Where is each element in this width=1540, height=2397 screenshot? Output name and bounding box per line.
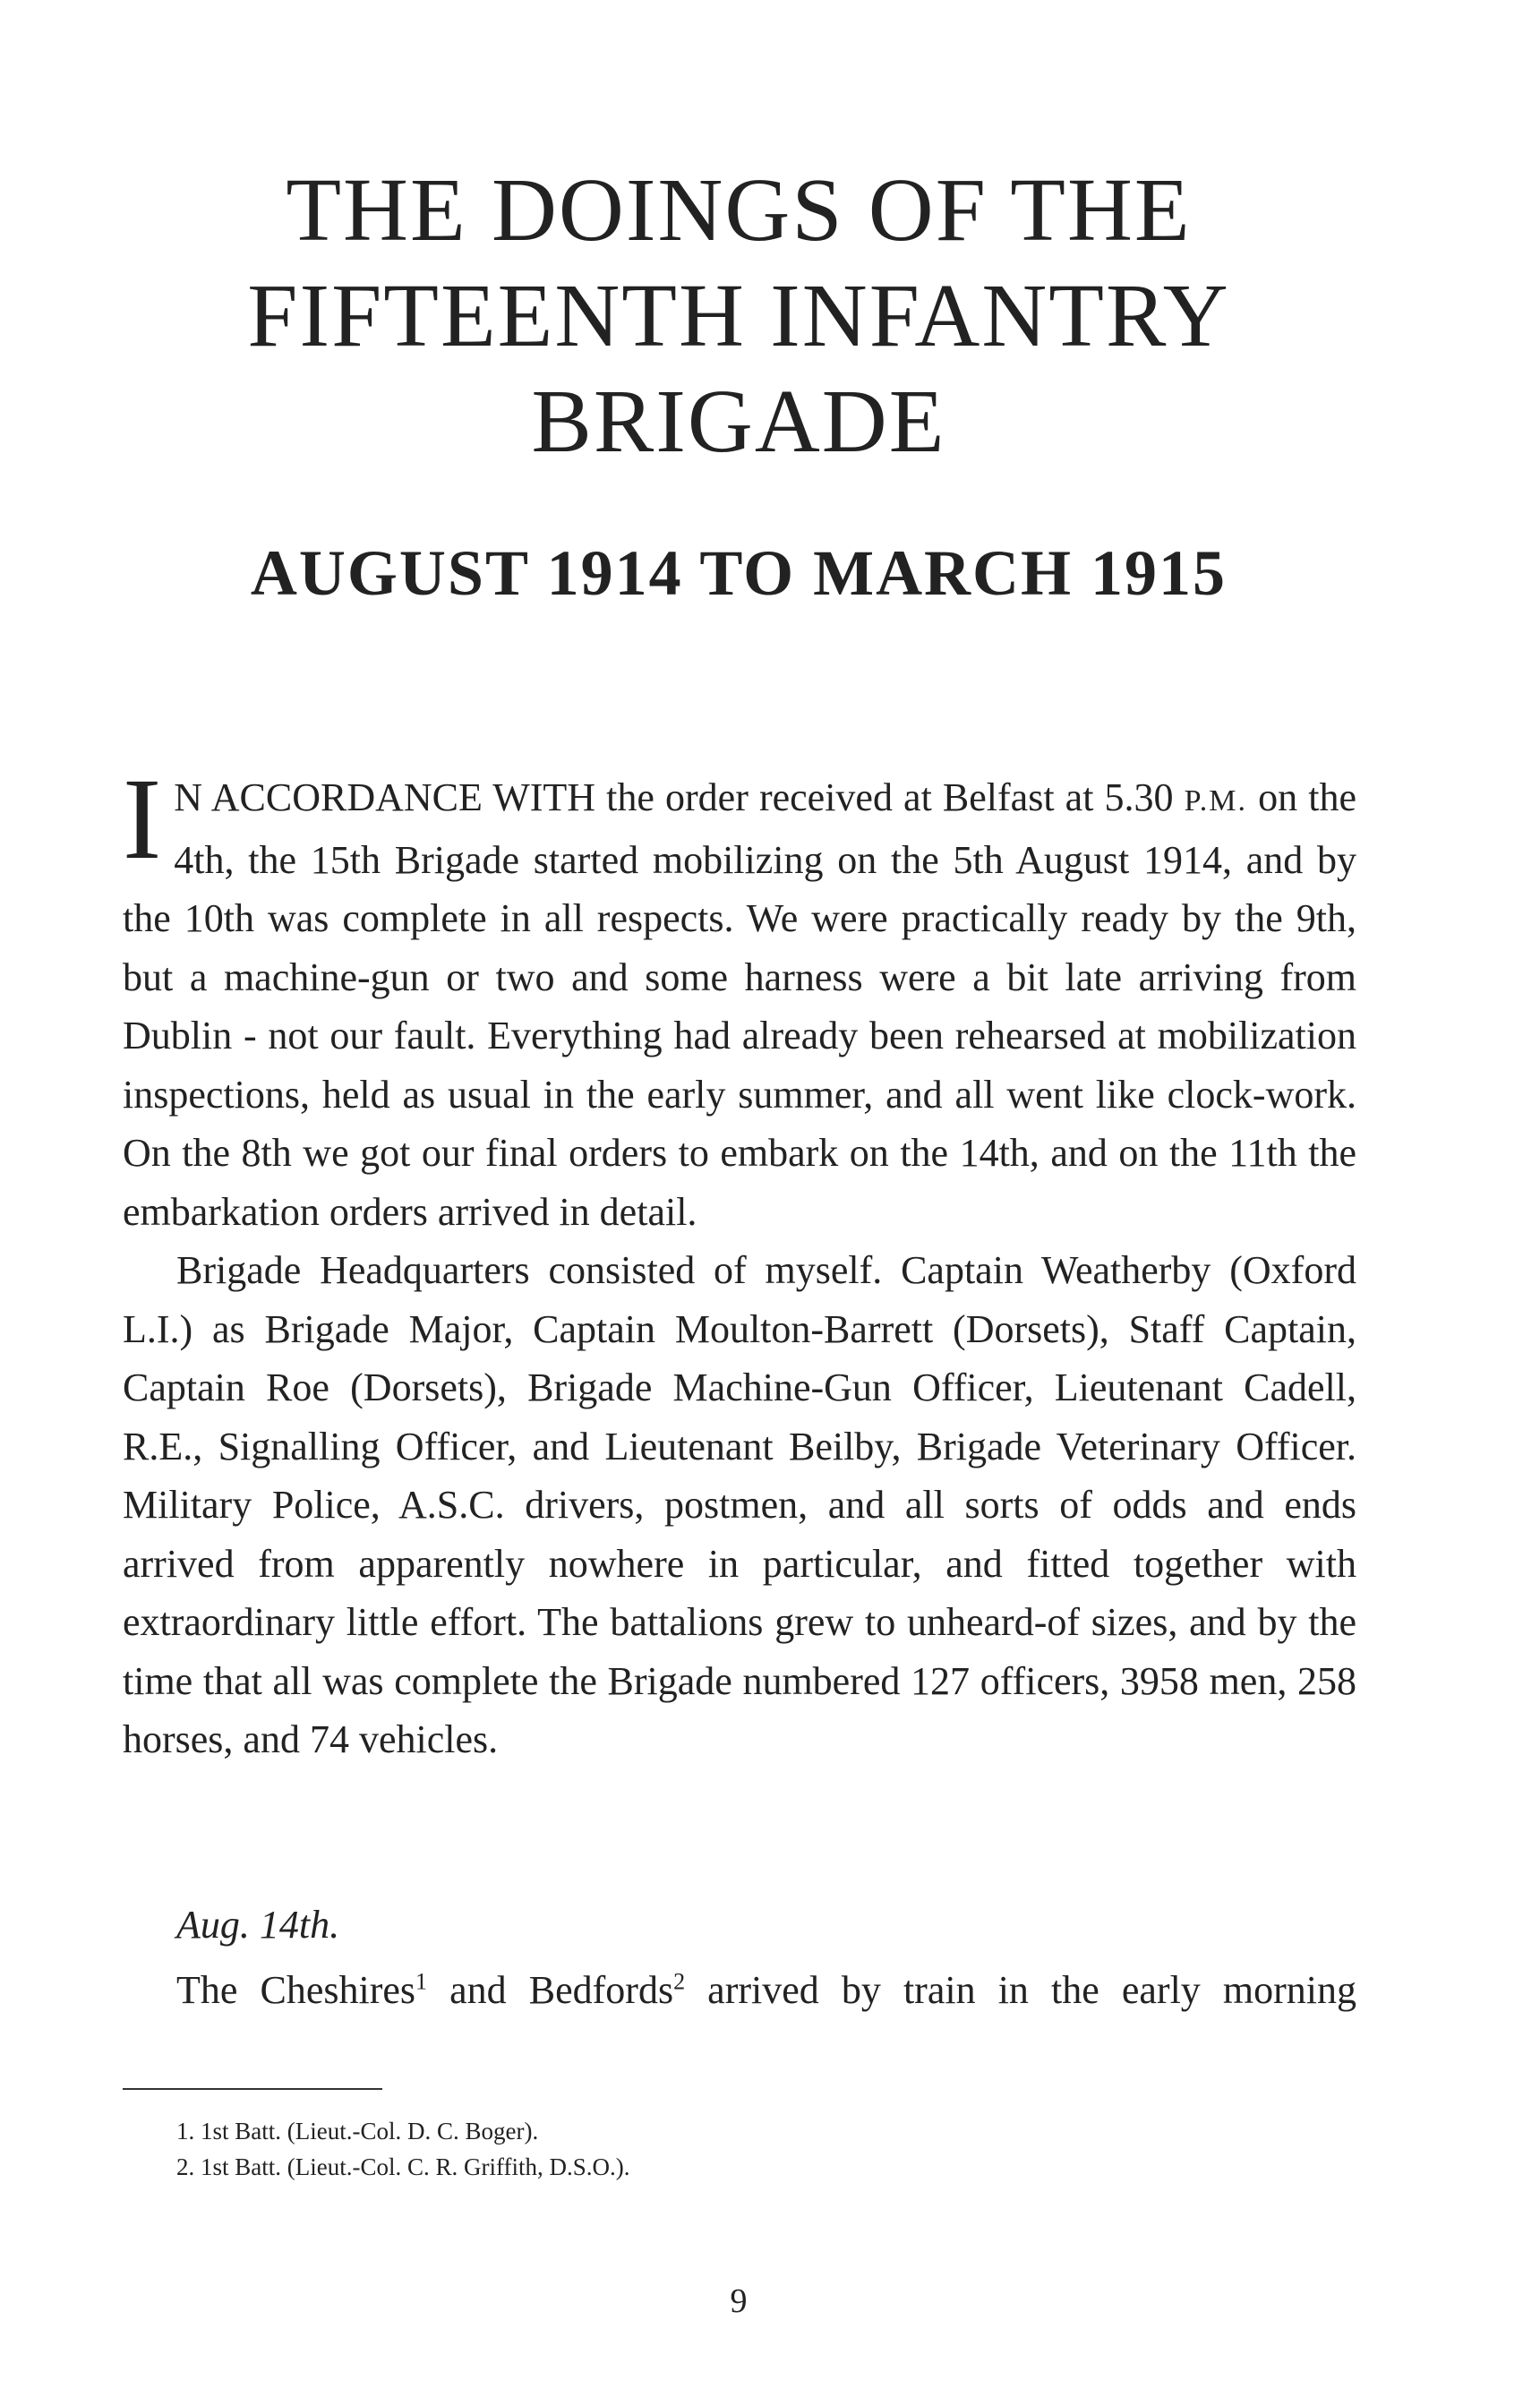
drop-cap: I: [123, 755, 162, 884]
paragraph-1-text-b: on the 4th, the 15th Brigade started mobilizing on the 5th August 1914, and by the 10th was complete in all respects. We were practically ready by the 9th, but a machine-gun or two and some harness were a bit late arriving from Dublin - not our fault. Everything had already been rehearsed at mobilization inspections, held as usual in the early summer, and all went like clock-work. On the 8th we got our final orders to embark on the 14th, and on the 11th the embarkation orders arrived in detail.: [123, 775, 1356, 1234]
paragraph-3: [176, 1961, 1356, 2019]
footnotes-list: [176, 2113, 630, 2185]
footnote-1: 1. 1st Batt. (Lieut.-Col. D. C. Boger).: [176, 2118, 539, 2144]
footnote-2: 2. 1st Batt. (Lieut.-Col. C. R. Griffith, D.S.O.).: [176, 2153, 630, 2180]
footnote-ref-2[interactable]: 2: [673, 1968, 686, 1995]
paragraph-1-lead: N ACCORDANCE WITH: [174, 775, 596, 819]
paragraph-2: Brigade Headquarters consisted of myself. Captain Weatherby (Oxford L.I.) as Brigade Major, Captain Moulton-Barrett (Dorsets), Staff Captain, Captain Roe (Dorsets), Brigade Machine-Gun Officer, Lieutenant Cadell, R.E., Signalling Officer, and Lieutenant Beilby, Brigade Veterinary Officer. Military Police, A.S.C. drivers, postmen, and all sorts of odds and ends arrived from apparently nowhere in particular, and fitted together with extraordinary little effort. The battalions grew to unheard-of sizes, and by the time that all was complete the Brigade numbered 127 officers, 3958 men, 258 horses, and 74 vehicles.: [123, 1248, 1356, 1761]
time-pm: P.M.: [1184, 784, 1248, 818]
footnote-divider: [123, 2088, 382, 2090]
section-date-heading: Aug. 14th.: [176, 1903, 340, 1947]
chapter-title-line-2: FIFTEENTH INFANTRY: [247, 265, 1230, 365]
chapter-title-line-3: BRIGADE: [531, 371, 946, 471]
page-number: 9: [730, 2282, 748, 2320]
footnote-ref-1[interactable]: 1: [415, 1968, 428, 1995]
body-text: [123, 755, 1356, 1769]
paragraph-3-text-a: The Cheshires: [176, 1968, 416, 2012]
chapter-title-line-1: THE DOINGS OF THE: [286, 159, 1192, 260]
paragraph-1-text-a: the order received at Belfast at 5.30: [595, 775, 1185, 819]
paragraph-3-text-b: and Bedfords: [427, 1968, 674, 2012]
paragraph-3-text-c: arrived by train in the early morning: [685, 1968, 1357, 2012]
paragraph-1: [123, 755, 1356, 1241]
chapter-title: [0, 157, 1477, 474]
chapter-subtitle: AUGUST 1914 TO MARCH 1915: [250, 537, 1228, 609]
